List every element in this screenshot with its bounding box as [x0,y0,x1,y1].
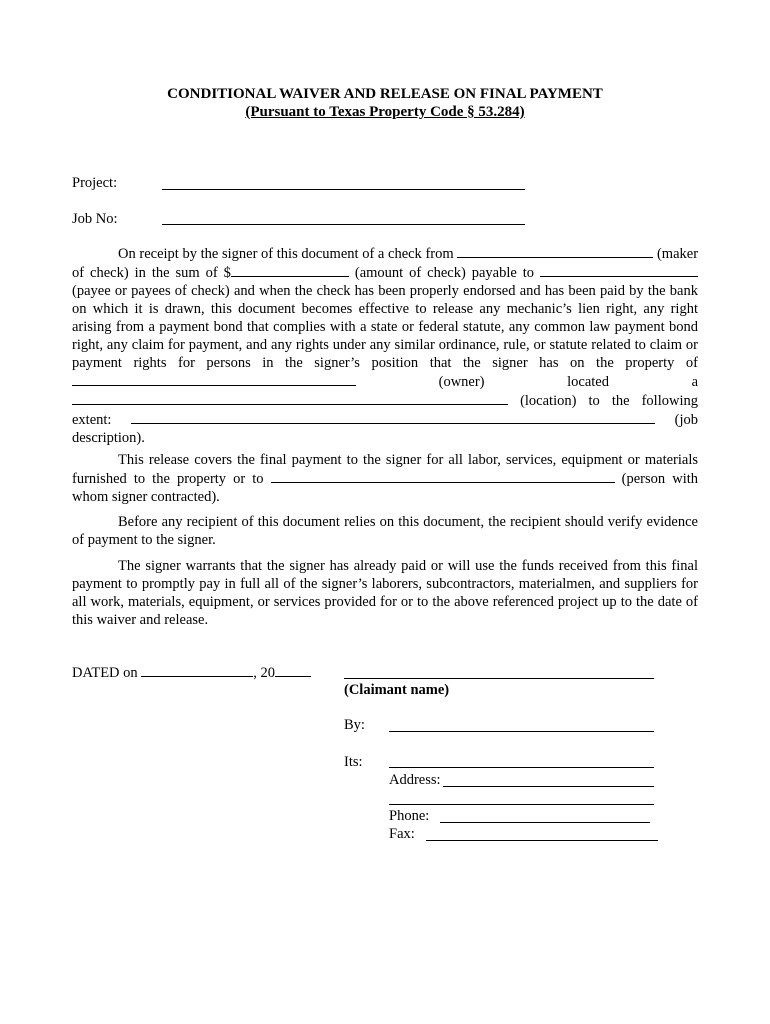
p1-text-g: (job description). [72,412,699,446]
address-label: Address: [389,772,441,788]
phone-label: Phone: [389,808,430,824]
job-no-label: Job No: [72,211,118,227]
claimant-name-label: (Claimant name) [344,682,450,698]
its-field[interactable] [389,767,654,768]
coverage-paragraph [72,451,698,506]
p1-text-d: (payee or payees of check) and when the check has been properly endorsed and has been paid by the bank on which it is drawn, this document becomes effective to release any mechanic’s lien right, any right arising from a payment bond that complies with a state or federal statute, any common law payment bond right, any claim for payment, and any rights under any similar ordinance, rule, or statute related to claim or payment rights for persons in the signer’s position that the signer has on the property of [72,283,698,371]
location-field[interactable] [72,391,508,405]
phone-field[interactable] [440,822,650,823]
address-field[interactable] [443,786,654,787]
project-field[interactable] [162,189,525,190]
owner-field[interactable] [72,372,356,386]
dated-label: DATED on [72,665,138,681]
p1-text-f: (location) to the following extent: [72,393,698,428]
release-paragraph [72,244,698,447]
fax-field[interactable] [426,840,658,841]
p2-text-a: This release covers the final payment to the signer for all labor, services, equipment or materials furnished to the property or to [72,452,698,487]
by-label: By: [344,717,365,733]
verification-paragraph: Before any recipient of this document relies on this document, the recipient should verify evidence of payment to the signer. [72,514,698,548]
fax-label: Fax: [389,826,415,842]
contracted-person-field[interactable] [271,469,615,483]
year-prefix: , 20 [253,665,276,681]
amount-field[interactable] [231,263,349,277]
document-subtitle: (Pursuant to Texas Property Code § 53.284) [245,104,525,120]
claimant-name-field[interactable] [344,678,654,679]
dated-line [72,663,311,682]
p2-text-b: (person with whom signer contracted). [72,471,698,505]
warranty-paragraph: The signer warrants that the signer has already paid or will use the funds received from this final payment to promptly pay in full all of the signer’s laborers, subcontractors, materialmen, and suppliers for all work, materials, equipment, or services provided for or to the above referenced project up to the date of this waiver and release. [72,558,698,628]
address-line-2-field[interactable] [389,804,654,805]
p1-text-e: (owner) located a [438,374,699,390]
maker-of-check-field[interactable] [457,244,653,258]
date-field[interactable] [141,663,253,677]
p1-text-a: On receipt by the signer of this document of a check from [118,246,454,262]
document-title: CONDITIONAL WAIVER AND RELEASE ON FINAL PAYMENT [167,86,603,102]
payee-field[interactable] [540,263,698,277]
job-no-field[interactable] [162,224,525,225]
project-label: Project: [72,175,118,191]
year-field[interactable] [275,663,311,677]
p1-text-b: (maker of check) in the sum of $ [72,246,699,281]
p1-text-c: (amount of check) payable to [354,265,535,281]
by-field[interactable] [389,731,654,732]
extent-field[interactable] [131,410,655,424]
its-label: Its: [344,754,363,770]
